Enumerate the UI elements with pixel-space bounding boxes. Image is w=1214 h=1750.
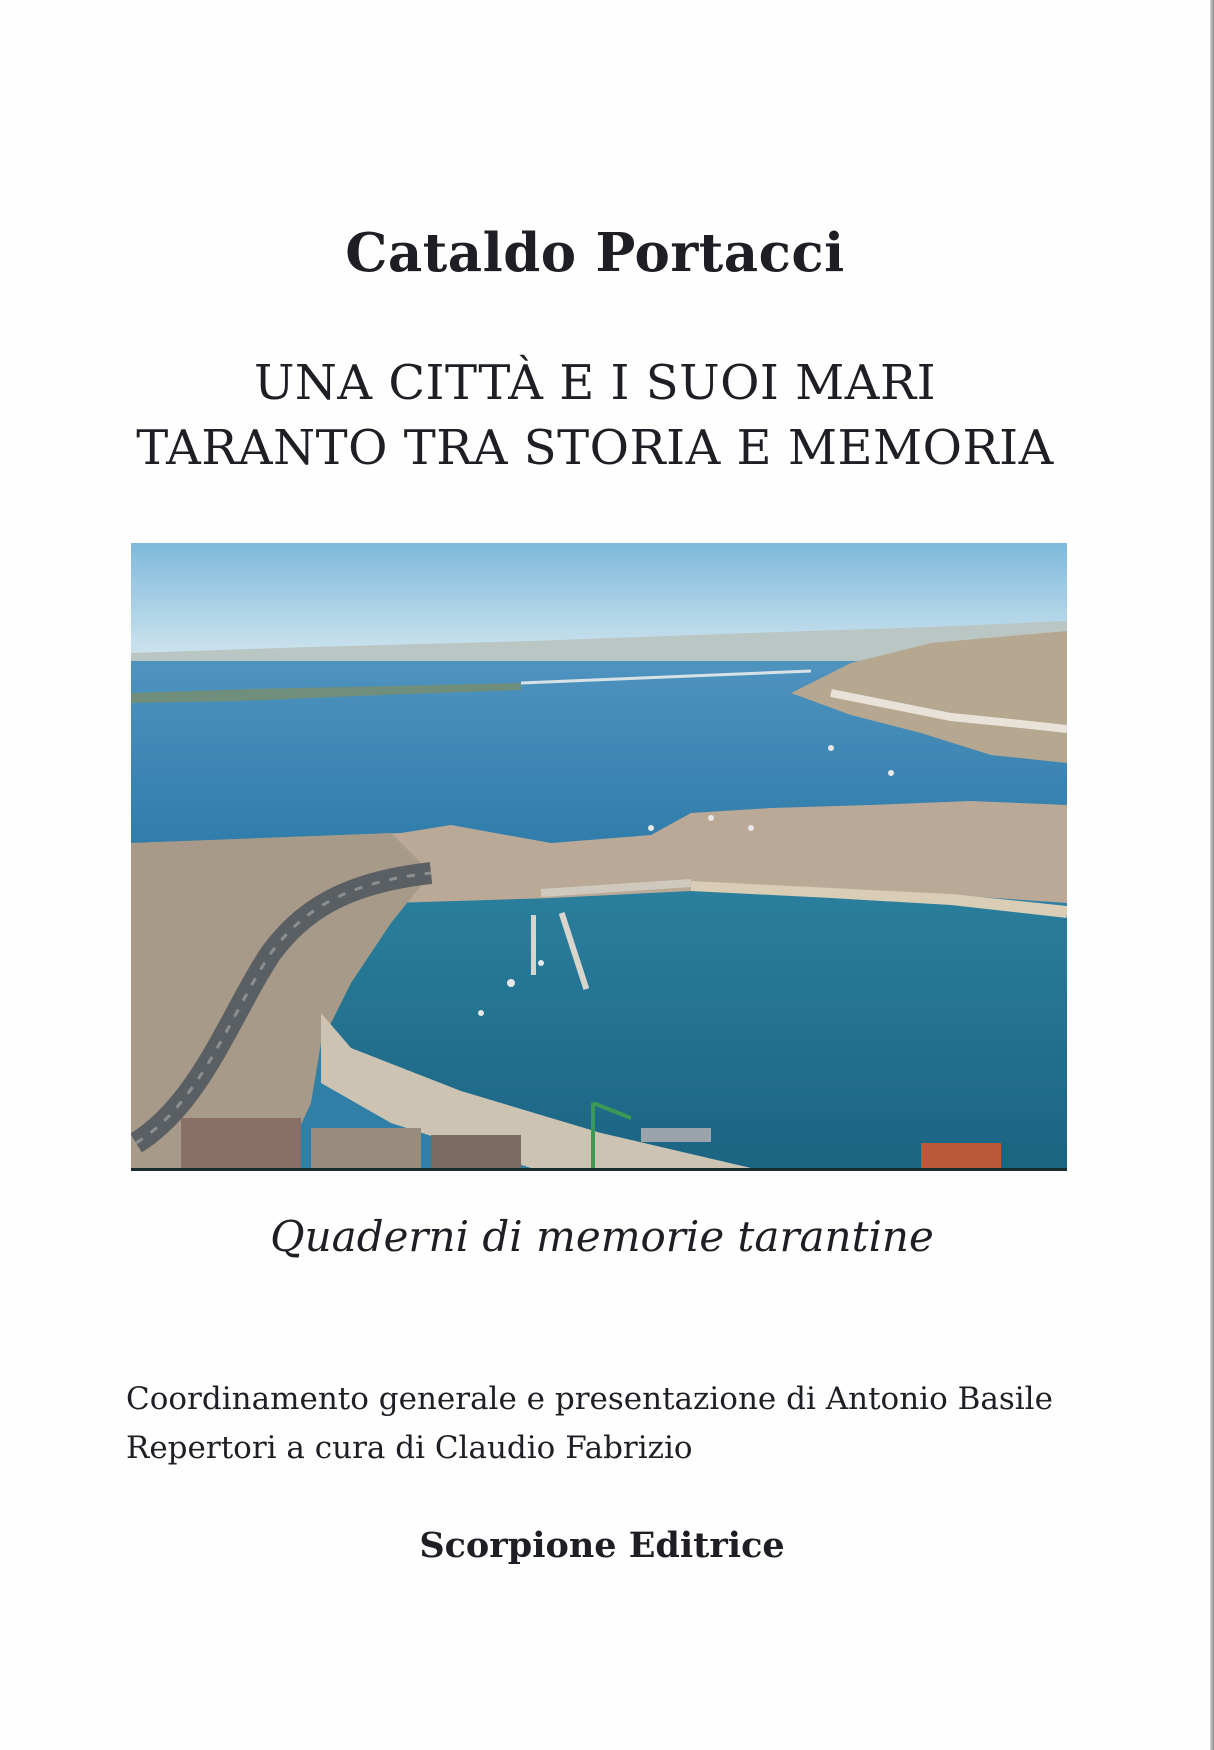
publisher-name: Scorpione Editrice [419, 1525, 785, 1566]
aerial-harbor-photo [131, 543, 1067, 1168]
author-name: Cataldo Portacci [345, 222, 845, 284]
title-line-1: UNA CITTÀ E I SUOI MARI [253, 355, 937, 411]
page-edge [1210, 0, 1214, 1750]
cover-photo [131, 543, 1067, 1171]
series-title: Quaderni di memorie tarantine [270, 1212, 934, 1261]
title-line-2: TARANTO TRA STORIA E MEMORIA [136, 420, 1054, 476]
credit-coordination: Coordinamento generale e presentazione di Antonio Basile [126, 1381, 1053, 1417]
credit-repertoires: Repertori a cura di Claudio Fabrizio [126, 1430, 693, 1466]
